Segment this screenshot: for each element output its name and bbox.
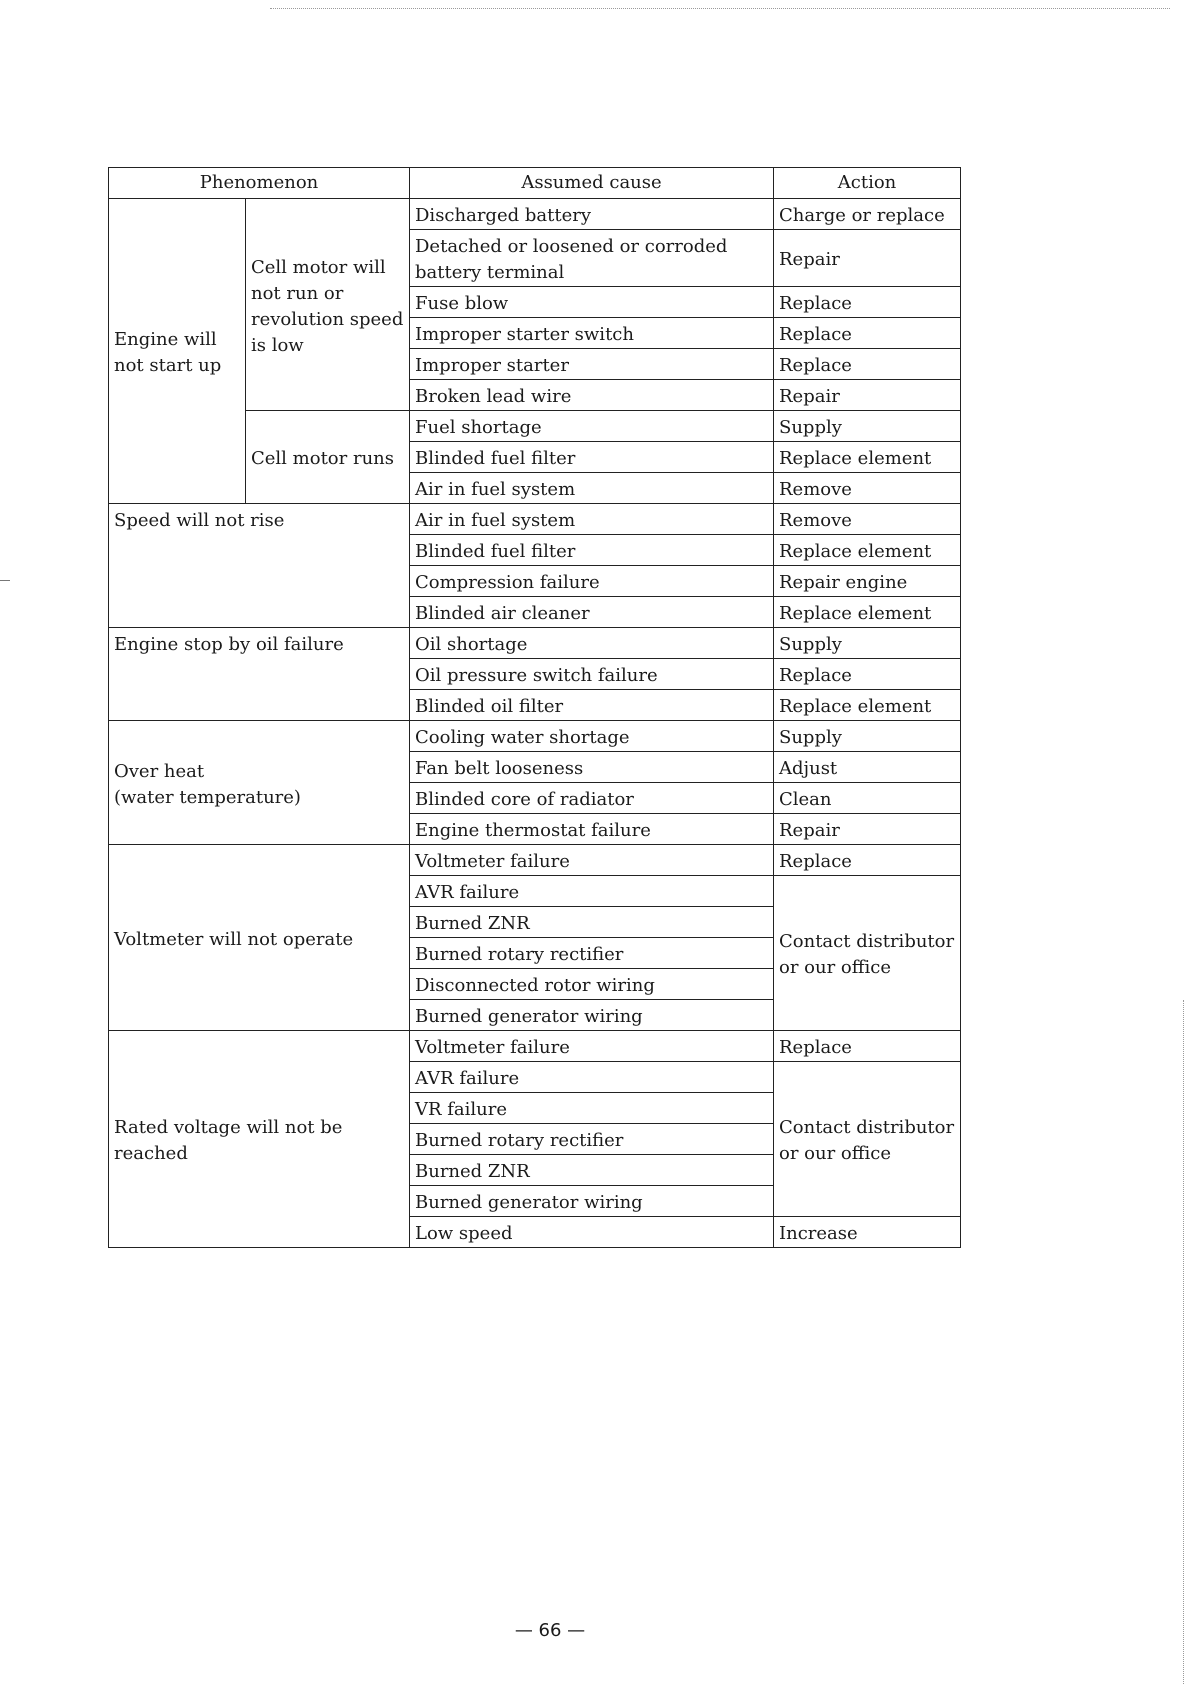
action-cell: Replace (774, 287, 961, 318)
action-cell: Remove (774, 473, 961, 504)
cause-cell: Broken lead wire (410, 380, 774, 411)
table-row (109, 504, 961, 535)
header-assumed-cause: Assumed cause (410, 168, 774, 199)
table-header-row (109, 168, 961, 199)
action-cell: Replace (774, 1031, 961, 1062)
action-cell: Replace element (774, 690, 961, 721)
cause-cell: Discharged battery (410, 199, 774, 230)
overheat-line-1: Over heat (114, 760, 205, 782)
troubleshooting-table (108, 167, 961, 1248)
cause-cell: Oil pressure switch failure (410, 659, 774, 690)
cause-cell: Air in fuel system (410, 504, 774, 535)
action-cell: Repair (774, 380, 961, 411)
cause-cell: Blinded oil filter (410, 690, 774, 721)
phenomenon-oil: Engine stop by oil failure (109, 628, 410, 721)
header-action: Action (774, 168, 961, 199)
action-cell: Repair (774, 230, 961, 287)
table-row (109, 628, 961, 659)
cause-cell: Blinded core of radiator (410, 783, 774, 814)
scan-margin-mark (0, 580, 10, 581)
action-cell: Remove (774, 504, 961, 535)
sub-phenomenon-cell-motor-runs: Cell motor runs (246, 411, 410, 504)
scan-edge-line (1183, 1000, 1184, 1684)
cause-cell: Fan belt looseness (410, 752, 774, 783)
cause-cell: AVR failure (410, 876, 774, 907)
action-cell: Replace (774, 349, 961, 380)
cause-cell: Detached or loosened or corroded battery terminal (410, 230, 774, 287)
action-cell: Adjust (774, 752, 961, 783)
table-row (109, 721, 961, 752)
cause-cell: Blinded air cleaner (410, 597, 774, 628)
cause-cell: VR failure (410, 1093, 774, 1124)
sub-phenomenon-cell-motor-low: Cell motor will not run or revolution speed is low (246, 199, 410, 411)
cause-cell: Voltmeter failure (410, 1031, 774, 1062)
phenomenon-voltmeter: Voltmeter will not operate (109, 845, 410, 1031)
action-cell: Replace (774, 318, 961, 349)
phenomenon-overheat (109, 721, 410, 845)
action-cell: Increase (774, 1217, 961, 1248)
phenomenon-engine-start: Engine will not start up (109, 199, 246, 504)
cause-cell: Cooling water shortage (410, 721, 774, 752)
phenomenon-speed: Speed will not rise (109, 504, 410, 628)
cause-cell: Blinded fuel filter (410, 535, 774, 566)
action-cell: Supply (774, 721, 961, 752)
cause-cell: Burned generator wiring (410, 1000, 774, 1031)
cause-cell: Blinded fuel filter (410, 442, 774, 473)
action-cell: Replace (774, 845, 961, 876)
cause-cell: Improper starter switch (410, 318, 774, 349)
scan-dotted-line (270, 8, 1170, 9)
action-cell: Replace element (774, 597, 961, 628)
table-row (109, 845, 961, 876)
cause-cell: AVR failure (410, 1062, 774, 1093)
cause-cell: Fuse blow (410, 287, 774, 318)
cause-cell: Burned rotary rectifier (410, 1124, 774, 1155)
cause-cell: Low speed (410, 1217, 774, 1248)
action-cell: Repair engine (774, 566, 961, 597)
cause-cell: Fuel shortage (410, 411, 774, 442)
cause-cell: Disconnected rotor wiring (410, 969, 774, 1000)
cause-cell: Burned ZNR (410, 1155, 774, 1186)
cause-cell: Burned rotary rectifier (410, 938, 774, 969)
action-cell: Charge or replace (774, 199, 961, 230)
table-row (109, 1031, 961, 1062)
cause-cell: Compression failure (410, 566, 774, 597)
action-cell: Supply (774, 628, 961, 659)
page-number: — 66 — (514, 1620, 586, 1641)
action-cell: Replace element (774, 535, 961, 566)
action-cell: Replace (774, 659, 961, 690)
action-cell: Supply (774, 411, 961, 442)
action-cell: Replace element (774, 442, 961, 473)
cause-cell: Air in fuel system (410, 473, 774, 504)
cause-cell: Improper starter (410, 349, 774, 380)
action-cell: Repair (774, 814, 961, 845)
cause-cell: Burned ZNR (410, 907, 774, 938)
action-contact-distributor: Contact distributor or our office (774, 876, 961, 1031)
action-contact-distributor: Contact distributor or our office (774, 1062, 961, 1217)
header-phenomenon: Phenomenon (109, 168, 410, 199)
cause-cell: Engine thermostat failure (410, 814, 774, 845)
table-row (109, 199, 961, 230)
cause-cell: Oil shortage (410, 628, 774, 659)
phenomenon-rated-voltage: Rated voltage will not be reached (109, 1031, 410, 1248)
cause-cell: Burned generator wiring (410, 1186, 774, 1217)
cause-cell: Voltmeter failure (410, 845, 774, 876)
overheat-line-2: (water temperature) (114, 786, 301, 808)
action-cell: Clean (774, 783, 961, 814)
